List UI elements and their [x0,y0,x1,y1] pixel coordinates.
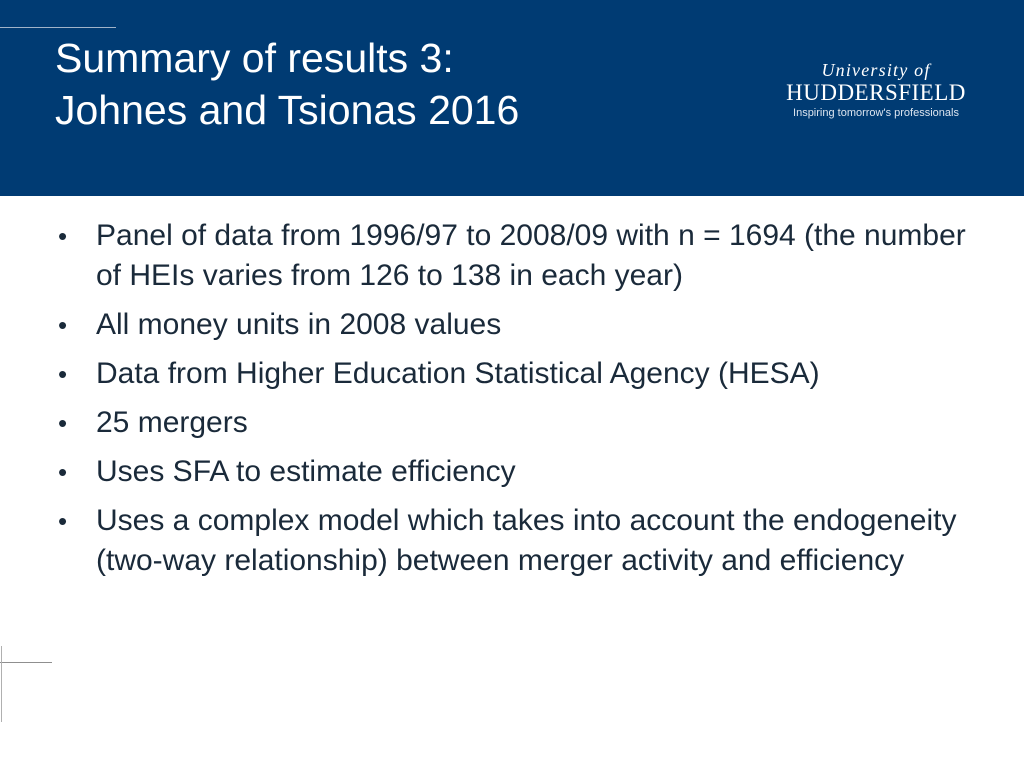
logo-huddersfield: HUDDERSFIELD [786,80,966,105]
bullet-list [50,216,980,581]
logo-tagline: Inspiring tomorrow's professionals [793,107,959,119]
decorative-line [0,27,116,28]
bullet-icon: • [58,506,68,536]
logo-university-of: University of [821,60,931,80]
bullet-text: All money units in 2008 values [96,308,502,341]
bullet-text: Data from Higher Education Statistical Agency (HESA) [96,357,820,390]
bullet-text: Uses SFA to estimate efficiency [96,455,516,488]
decorative-line [0,662,52,663]
list-item [50,403,980,443]
bullet-text: Panel of data from 1996/97 to 2008/09 with n = 1694 (the number of HEIs varies from 126 to 138 in each year) [96,219,966,292]
bullet-text: Uses a complex model which takes into account the endogeneity (two-way relationship) between merger activity and efficiency [96,504,957,577]
slide-title [55,32,519,136]
bullet-icon: • [58,408,68,438]
bullet-icon: • [58,310,68,340]
bullet-icon: • [58,221,68,251]
list-item [50,354,980,394]
slide-body [50,216,980,590]
list-item [50,305,980,345]
bullet-text: 25 mergers [96,406,248,439]
bullet-icon: • [58,359,68,389]
header-banner [0,0,1024,196]
list-item [50,216,980,296]
list-item [50,452,980,492]
slide-title-line2: Johnes and Tsionas 2016 [55,87,520,133]
slide-title-line1: Summary of results 3: [55,35,454,81]
university-logo [785,60,967,120]
list-item [50,501,980,581]
bullet-icon: • [58,457,68,487]
decorative-line [1,646,2,722]
